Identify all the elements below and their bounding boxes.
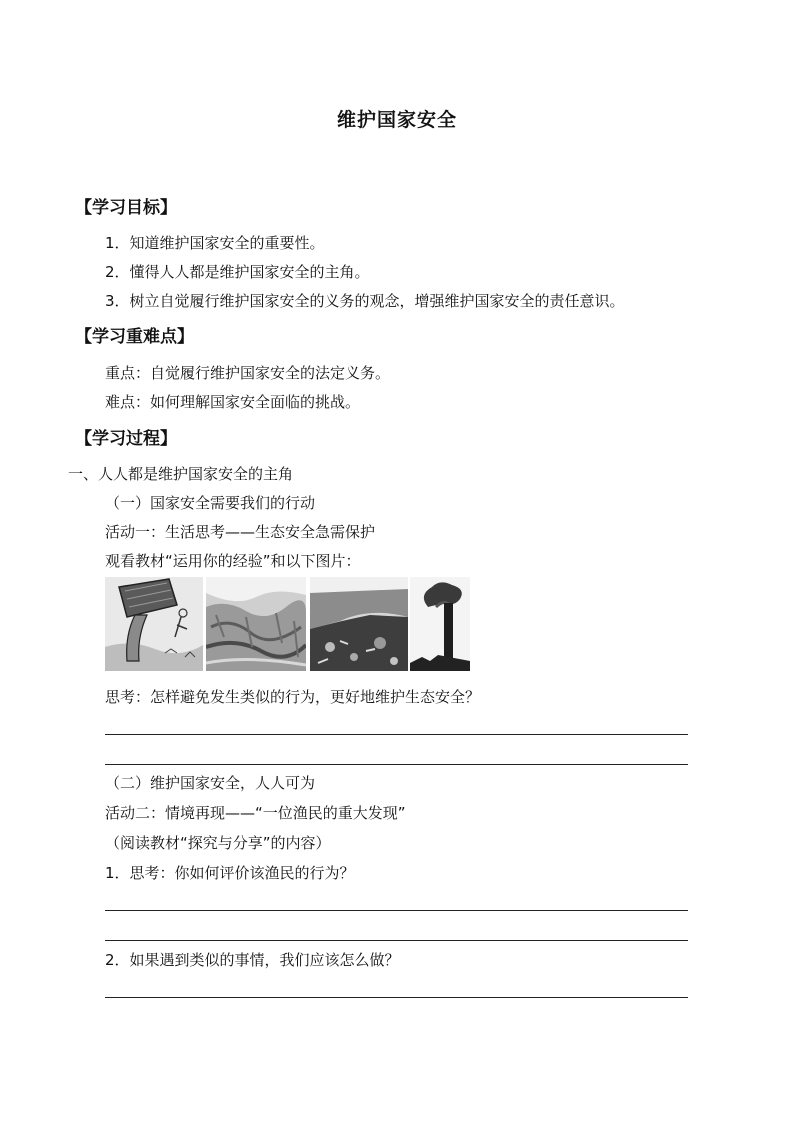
difficulty-point: 难点：如何理解国家安全面临的挑战。 — [105, 393, 361, 411]
activity-title: 活动一：生活思考——生态安全急需保护 — [105, 523, 376, 541]
answer-line — [105, 940, 688, 941]
section-heading-key-points: 【学习重难点】 — [75, 327, 194, 347]
subsection-heading: （二）维护国家安全，人人可为 — [105, 774, 316, 792]
answer-line — [105, 910, 688, 911]
activity-title: 活动二：情境再现——“一位渔民的重大发现” — [105, 804, 406, 822]
goal-item: 2．懂得人人都是维护国家安全的主角。 — [105, 263, 370, 281]
goal-item: 3．树立自觉履行维护国家安全的义务的观念，增强维护国家安全的责任意识。 — [105, 292, 625, 310]
subsection-heading: （一）国家安全需要我们的行动 — [105, 494, 316, 512]
answer-line — [105, 734, 688, 735]
focus-point: 重点：自觉履行维护国家安全的法定义务。 — [105, 364, 391, 382]
polluted-shore-image — [310, 577, 408, 671]
page-title: 维护国家安全 — [336, 109, 457, 131]
goal-item: 1．知道维护国家安全的重要性。 — [105, 234, 325, 252]
think-question: 思考：怎样避免发生类似的行为，更好地维护生态安全？ — [105, 688, 481, 706]
answer-line — [105, 997, 688, 998]
eroded-land-image — [206, 577, 306, 671]
section-heading-process: 【学习过程】 — [75, 429, 177, 449]
smokestack-image — [410, 577, 470, 671]
axe-tree-cartoon-image — [105, 577, 203, 671]
answer-line — [105, 764, 688, 765]
reading-note: （阅读教材“探究与分享”的内容） — [105, 834, 331, 852]
question-1: 1．思考：你如何评价该渔民的行为？ — [105, 864, 355, 882]
part-heading: 一、人人都是维护国家安全的主角 — [68, 465, 294, 483]
question-2: 2．如果遇到类似的事情，我们应该怎么做？ — [105, 951, 400, 969]
section-heading-goals: 【学习目标】 — [75, 198, 177, 218]
instruction-text: 观看教材“运用你的经验”和以下图片： — [105, 552, 361, 570]
